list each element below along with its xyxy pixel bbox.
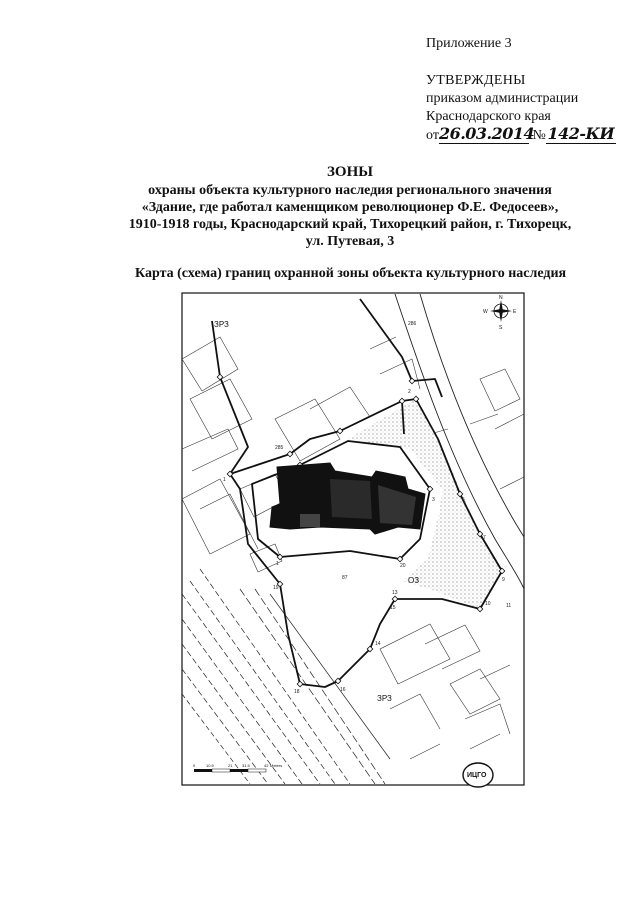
title-line-5: ул. Путевая, 3	[305, 234, 395, 249]
title-line-1: ЗОНЫ	[327, 164, 373, 180]
point-label: 87	[342, 575, 348, 581]
compass-w: W	[483, 309, 488, 315]
approved-label: УТВЕРЖДЕНЫ	[426, 73, 526, 88]
point-label: 19	[273, 585, 279, 591]
order-line-2: Краснодарского края	[426, 109, 551, 124]
compass-s: S	[499, 325, 503, 331]
point-label: 20	[400, 563, 406, 569]
compass-n: N	[499, 295, 503, 301]
handwritten-number: 142-КИ	[547, 124, 615, 143]
zone-label-zrz-bottom: ЗРЗ	[377, 694, 392, 703]
point-label: 1	[223, 477, 226, 483]
point-label: 16	[340, 687, 346, 693]
scale-tick: 0	[193, 763, 196, 768]
scale-tick: 10.5	[206, 763, 214, 768]
point-label: 9	[502, 577, 505, 583]
point-label: 10	[485, 601, 491, 607]
scale-unit: Meters	[270, 763, 283, 768]
point-label: 7	[483, 535, 486, 541]
scale-tick: 31.5	[242, 763, 250, 768]
zone-label-zrz-top: ЗРЗ	[214, 320, 229, 329]
order-number-line	[426, 124, 616, 144]
date-prefix: от	[426, 128, 439, 143]
point-label: 285	[275, 445, 284, 451]
scale-tick: 21	[228, 763, 233, 768]
point-label: 2	[408, 389, 411, 395]
point-label: 1	[276, 561, 279, 567]
point-label: 18	[294, 689, 300, 695]
scale-tick: 42	[264, 763, 269, 768]
point-label: 15	[390, 605, 396, 611]
zone-label-oz: ОЗ	[408, 576, 420, 585]
point-label: 14	[375, 641, 381, 647]
point-label: 5	[462, 497, 465, 503]
title-line-4: 1910-1918 годы, Краснодарский край, Тихорецкий район, г. Тихорецк,	[128, 217, 572, 232]
title-line-3: «Здание, где работал каменщиком революционер Ф.Е. Федосеев»,	[141, 200, 559, 215]
title-line-2: охраны объекта культурного наследия регионального значения	[148, 183, 552, 198]
icgo-stamp	[463, 763, 493, 787]
approval-block	[426, 72, 578, 126]
compass-e: E	[513, 309, 517, 315]
stamp-text: ИЦГО	[467, 772, 487, 779]
point-label: 286	[408, 321, 417, 327]
map-caption: Карта (схема) границ охранной зоны объекта культурного наследия	[135, 266, 567, 281]
zone-map	[180, 289, 530, 789]
handwritten-date: 26.03.2014	[438, 124, 535, 143]
order-line-1: приказом администрации	[426, 91, 579, 106]
point-label: 3	[432, 497, 435, 503]
point-label: 11	[506, 603, 512, 609]
number-prefix: №	[532, 128, 546, 143]
point-label: 13	[392, 590, 398, 596]
appendix-label: Приложение 3	[426, 36, 512, 51]
